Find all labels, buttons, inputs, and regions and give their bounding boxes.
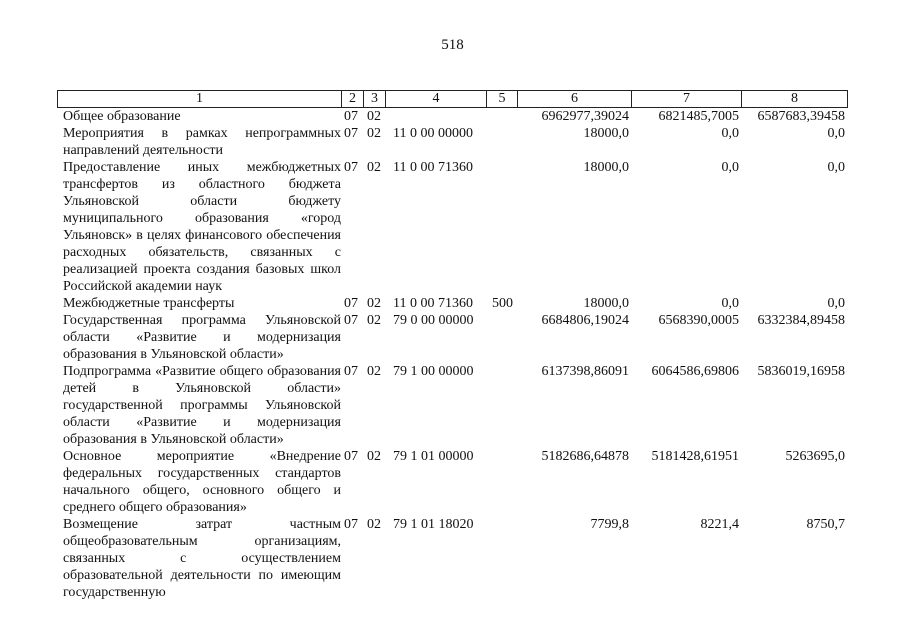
row-section: 07 [344,109,358,124]
row-target-code: 11 0 00 71360 [393,296,473,311]
table-body [57,108,847,601]
row-section: 07 [344,296,358,311]
row-amount-2: 0,0 [721,296,739,311]
row-amount-2: 0,0 [721,126,739,141]
row-section: 07 [344,160,358,175]
header-col-4: 4 [386,91,487,108]
row-amount-1: 6962977,39024 [541,109,629,124]
row-amount-1: 18000,0 [583,296,629,311]
row-name: Общее образование [63,109,181,124]
row-name: Мероприятия в рамках непрограммных направлений деятельности [63,126,341,158]
row-name: Предоставление иных межбюджетных трансфертов из областного бюджета Ульяновской области бюджету муниципального образования «город Ульяновск» в целях финансового обеспечения расходных обязательств, связанных с реализацией проекта создания базовых школ Российской академии наук [63,160,341,294]
row-amount-2: 6821485,7005 [658,109,739,124]
row-amount-2: 0,0 [721,160,739,175]
row-amount-3: 0,0 [827,126,845,141]
header-col-3: 3 [364,91,386,108]
row-target-code: 79 1 00 00000 [393,364,474,379]
row-name: Подпрограмма «Развитие общего образования детей в Ульяновской области» государственной программы Ульяновской области «Развитие и модернизация образования в Ульяновской области» [63,364,341,447]
row-target-code: 11 0 00 00000 [393,126,473,141]
row-subsection: 02 [367,313,381,328]
table-row [57,363,847,448]
row-name: Межбюджетные трансферты [63,296,235,311]
row-name: Государственная программа Ульяновской области «Развитие и модернизация образования в Ульяновской области» [63,313,341,362]
row-target-code: 79 1 01 18020 [393,517,474,532]
row-target-code: 11 0 00 71360 [393,160,473,175]
row-amount-2: 6064586,69806 [651,364,739,379]
header-col-1: 1 [58,91,342,108]
row-amount-1: 6684806,19024 [541,313,629,328]
table-row [57,108,847,125]
row-subsection: 02 [367,364,381,379]
row-amount-1: 7799,8 [590,517,629,532]
header-col-2: 2 [342,91,364,108]
row-section: 07 [344,364,358,379]
row-subsection: 02 [367,160,381,175]
table-row [57,295,847,312]
row-amount-2: 8221,4 [700,517,739,532]
row-amount-3: 6587683,39458 [757,109,845,124]
row-subsection: 02 [367,449,381,464]
row-target-code: 79 1 01 00000 [393,449,474,464]
row-subsection: 02 [367,517,381,532]
row-amount-1: 5182686,64878 [541,449,629,464]
row-amount-2: 6568390,0005 [658,313,739,328]
table-row [57,448,847,516]
row-target-code: 79 0 00 00000 [393,313,474,328]
row-amount-3: 0,0 [827,160,845,175]
header-col-5: 5 [487,91,518,108]
table-row [57,125,847,159]
row-name: Возмещение затрат частным общеобразовательным организациям, связанных с осуществлением образовательной деятельности по имеющим государственную [63,517,341,600]
header-col-6: 6 [518,91,632,108]
row-subsection: 02 [367,109,381,124]
table-row [57,312,847,363]
row-subsection: 02 [367,296,381,311]
header-col-7: 7 [632,91,742,108]
row-section: 07 [344,313,358,328]
row-amount-1: 18000,0 [583,160,629,175]
row-amount-3: 8750,7 [806,517,845,532]
page-number: 518 [441,37,464,53]
row-amount-3: 0,0 [827,296,845,311]
table-row [57,159,847,295]
row-amount-3: 5263695,0 [785,449,845,464]
row-amount-3: 6332384,89458 [757,313,845,328]
row-subsection: 02 [367,126,381,141]
row-amount-3: 5836019,16958 [757,364,845,379]
row-amount-2: 5181428,61951 [651,449,739,464]
row-section: 07 [344,126,358,141]
row-section: 07 [344,449,358,464]
table-row [57,516,847,601]
row-amount-1: 18000,0 [583,126,629,141]
row-section: 07 [344,517,358,532]
row-name: Основное мероприятие «Внедрение федеральных государственных стандартов начального общего, основного общего и среднего общего образования» [63,449,341,515]
header-col-8: 8 [742,91,848,108]
row-expense-type: 500 [492,296,513,311]
row-amount-1: 6137398,86091 [541,364,629,379]
table-header [57,90,848,108]
